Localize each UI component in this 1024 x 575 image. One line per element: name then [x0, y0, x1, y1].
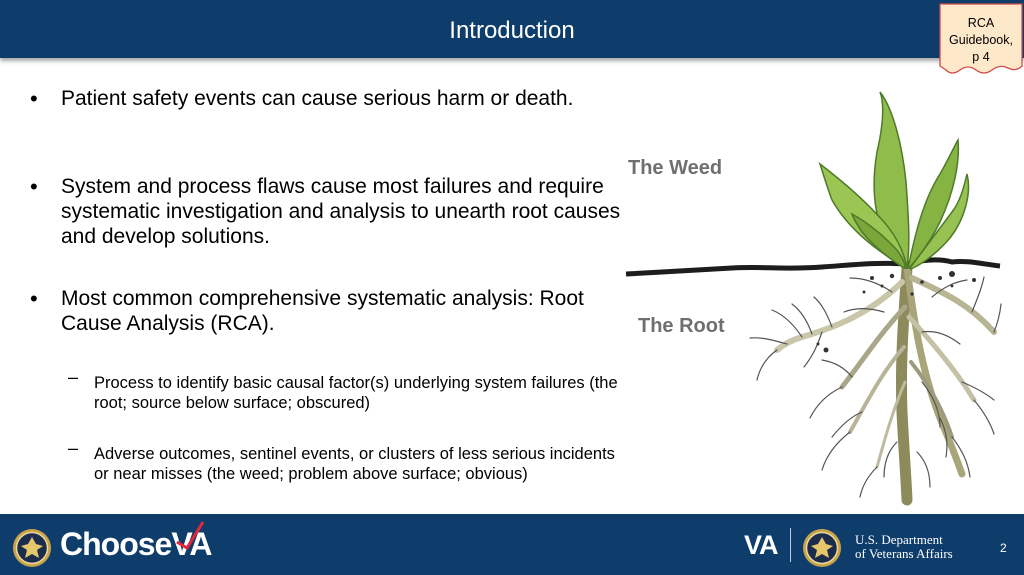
bullet-text: Most common comprehensive systematic analysis: Root Cause Analysis (RCA).: [61, 287, 584, 335]
note-text: [940, 15, 1022, 66]
sub-bullet-text: Process to identify basic causal factor(s) underlying system failures (the root; source below surface; obscured): [94, 374, 618, 412]
note-line-2: Guidebook,: [949, 33, 1013, 47]
choose-va-text-choose: Choose: [60, 526, 172, 562]
roots-drawing: [750, 268, 1001, 500]
department-line-2: of Veterans Affairs: [855, 546, 953, 561]
sub-bullet-symbol: –: [68, 367, 79, 387]
va-seal-icon: [12, 528, 52, 568]
bullet-symbol: •: [30, 174, 38, 199]
ground-line: [626, 260, 1000, 274]
bullet-symbol: •: [30, 86, 38, 111]
department-seal-icon: [802, 528, 842, 568]
header-bar: [0, 0, 1024, 58]
department-line-1: U.S. Department: [855, 532, 943, 547]
checkmark-accent-icon: [175, 520, 205, 550]
note-line-3: p 4: [972, 50, 990, 64]
footer-bar: [0, 514, 1024, 575]
footer-divider: [790, 528, 791, 562]
reference-note: [938, 2, 1024, 76]
va-wordmark: VA: [744, 530, 778, 560]
note-line-1: RCA: [967, 16, 995, 30]
weed-leaves: [820, 92, 968, 269]
sub-bullet-symbol: –: [68, 438, 79, 458]
weed-label: The Weed: [628, 157, 723, 179]
page-title: Introduction: [449, 17, 575, 44]
bullet-symbol: •: [30, 286, 38, 311]
sub-bullet-text: Adverse outcomes, sentinel events, or clusters of less serious incidents or near misses (the weed; problem above surface; obvious): [94, 445, 615, 483]
bullet-text: Patient safety events can cause serious harm or death.: [61, 87, 574, 110]
root-label: The Root: [638, 315, 725, 337]
weed-root-illustration: [622, 82, 1002, 510]
bullet-text: System and process flaws cause most failures and require systematic investigation and analysis to unearth root causes and develop solutions.: [61, 175, 621, 248]
page-number: 2: [1000, 541, 1007, 555]
department-name: [855, 533, 953, 561]
choose-va-text-va: VA: [171, 526, 212, 562]
